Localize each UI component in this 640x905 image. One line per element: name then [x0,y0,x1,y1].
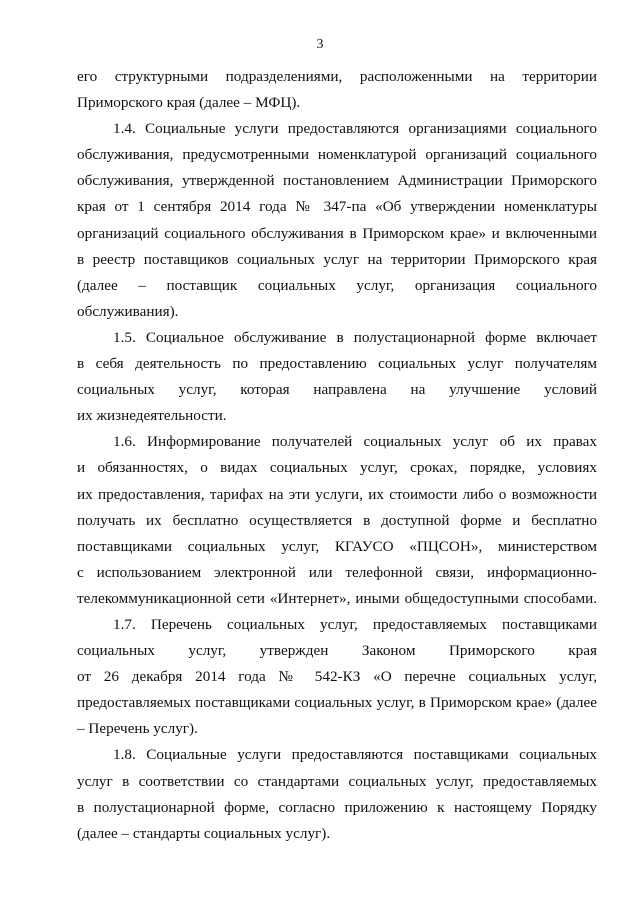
text-line: организаций социального обслуживания в Приморском крае» и включенными [77,224,597,242]
text-line: телекоммуникационной сети «Интернет», иными общедоступными способами. [77,589,597,607]
text-line: получать их бесплатно осуществляется в доступной форме и бесплатно [77,511,597,529]
text-line: – Перечень услуг). [77,720,198,738]
paragraph-first-line: 1.7. Перечень социальных услуг, предоставляемых поставщиками [113,615,597,633]
text-line: социальных услуг, утвержден Законом Приморского края [77,642,597,660]
text-line: их жизнедеятельности. [77,407,227,425]
text-line: обслуживания, утвержденной постановлением Администрации Приморского [77,172,597,190]
text-line: и обязанностях, о видах социальных услуг, сроках, порядке, условиях [77,459,597,477]
text-line: предоставляемых поставщиками социальных услуг, в Приморском крае» (далее [77,694,597,712]
text-line: с использованием электронной или телефонной связи, информационно- [77,563,597,581]
paragraph-first-line: 1.6. Информирование получателей социальных услуг об их правах [113,433,597,451]
text-line: обслуживания, предусмотренными номенклатурой организаций социального [77,146,597,164]
text-line: от 26 декабря 2014 года № 542-КЗ «О перечне социальных услуг, [77,668,597,686]
text-line: Приморского края (далее – МФЦ). [77,94,301,112]
text-line: (далее – поставщик социальных услуг, организация социального [77,276,597,294]
text-line: их предоставления, тарифах на эти услуги, их стоимости либо о возможности [77,485,597,503]
text-line: края от 1 сентября 2014 года № 347-па «Об утверждении номенклатуры [77,198,597,216]
page-number: 3 [316,37,324,52]
paragraph-first-line: 1.4. Социальные услуги предоставляются организациями социального [113,120,597,138]
text-line: социальных услуг, которая направлена на улучшение условий [77,381,597,399]
text-line: (далее – стандарты социальных услуг). [77,824,331,842]
text-line: в полустационарной форме, согласно приложению к настоящему Порядку [77,798,597,816]
text-line: в реестр поставщиков социальных услуг на территории Приморского края [77,250,597,268]
document-body [77,64,597,847]
text-line: его структурными подразделениями, расположенными на территории [77,68,597,85]
text-line: в себя деятельность по предоставлению социальных услуг получателям [77,355,597,373]
text-line: поставщиками социальных услуг, КГАУСО «ПЦСОН», министерством [77,537,597,555]
text-line: обслуживания). [77,302,179,320]
paragraph-first-line: 1.8. Социальные услуги предоставляются поставщиками социальных [113,746,597,764]
paragraph-first-line: 1.5. Социальное обслуживание в полустационарной форме включает [113,328,597,346]
text-line: услуг в соответствии со стандартами социальных услуг, предоставляемых [77,772,597,790]
